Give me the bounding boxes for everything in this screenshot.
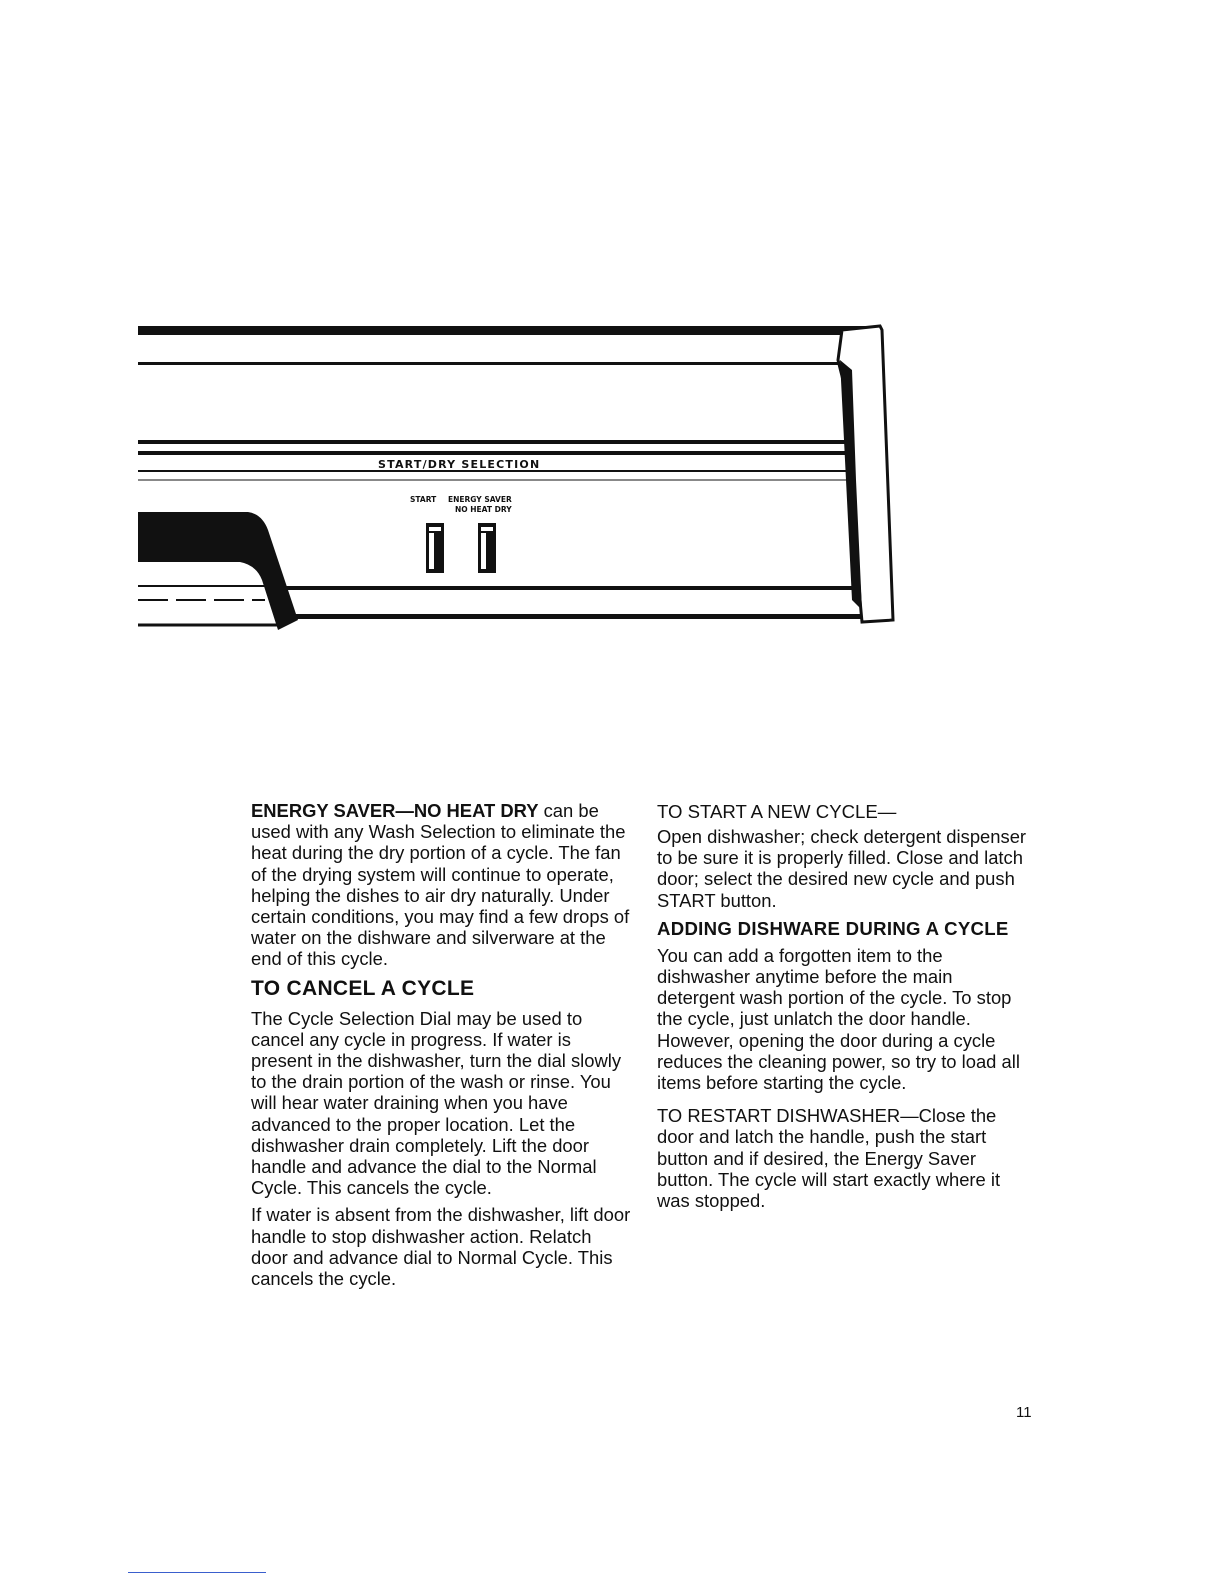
energy-saver-button[interactable] (478, 523, 496, 573)
cancel-cycle-text-2: If water is absent from the dishwasher, lift door handle to stop dishwasher action. Relatch door and advance dial to Normal Cycle. This cancels the cycle. (251, 1204, 631, 1290)
adding-dishware-heading: ADDING DISHWARE DURING A CYCLE (657, 917, 1009, 939)
restart-heading: TO RESTART DISHWASHER— (657, 1105, 919, 1127)
cancel-cycle-text-1: The Cycle Selection Dial may be used to cancel any cycle in progress. If water is present in the dishwasher, turn the dial slowly to the drain portion of the wash or rinse. You will hear water draining when you have advanced to the proper location. Let the dishwasher drain completely. Lift the door handle and advance the dial to the Normal Cycle. This cancels the cycle. (251, 1007, 622, 1199)
cancel-cycle-heading: TO CANCEL A CYCLE (251, 976, 475, 1000)
energy-saver-paragraph (251, 800, 631, 970)
bottom-rule (128, 1572, 266, 1573)
panel-title: START/DRY SELECTION (378, 458, 541, 471)
restart-text: Close the door and latch the handle, push the start button and if desired, the Energy Saver button. The cycle will start exactly where it was stopped. (657, 1105, 1001, 1212)
new-cycle-heading: TO START A NEW CYCLE— (657, 801, 897, 822)
new-cycle-text: Open dishwasher; check detergent dispenser to be sure it is properly filled. Close and latch door; select the desired new cycle and push START button. (657, 826, 1027, 911)
control-panel-illustration (0, 0, 1225, 700)
start-button[interactable] (426, 523, 444, 573)
left-column (251, 800, 631, 1295)
energy-saver-heading: ENERGY SAVER—NO HEAT DRY (251, 800, 539, 821)
adding-dishware-text: You can add a forgotten item to the dishwasher anytime before the main detergent wash portion of the cycle. To stop the cycle, just unlatch the door handle. However, opening the door during a cycle reduces the cleaning power, so try to load all items before starting the cycle. (657, 944, 1020, 1094)
restart-paragraph (657, 1105, 1032, 1211)
energy-saver-label: ENERGY SAVER (448, 495, 512, 504)
start-button-label: START (410, 495, 437, 504)
energy-saver-text: can be used with any Wash Selection to eliminate the heat during the dry portion of a cycle. The fan of the drying system will continue to operate, helping the dishes to air dry naturally. Under certain conditions, you may find a few drops of water on the dishware and silverware at the end of this cycle. (251, 800, 630, 970)
door-handle (138, 512, 298, 630)
no-heat-dry-label: NO HEAT DRY (455, 505, 512, 514)
right-column (657, 800, 1032, 1217)
page-number: 11 (1016, 1404, 1032, 1421)
